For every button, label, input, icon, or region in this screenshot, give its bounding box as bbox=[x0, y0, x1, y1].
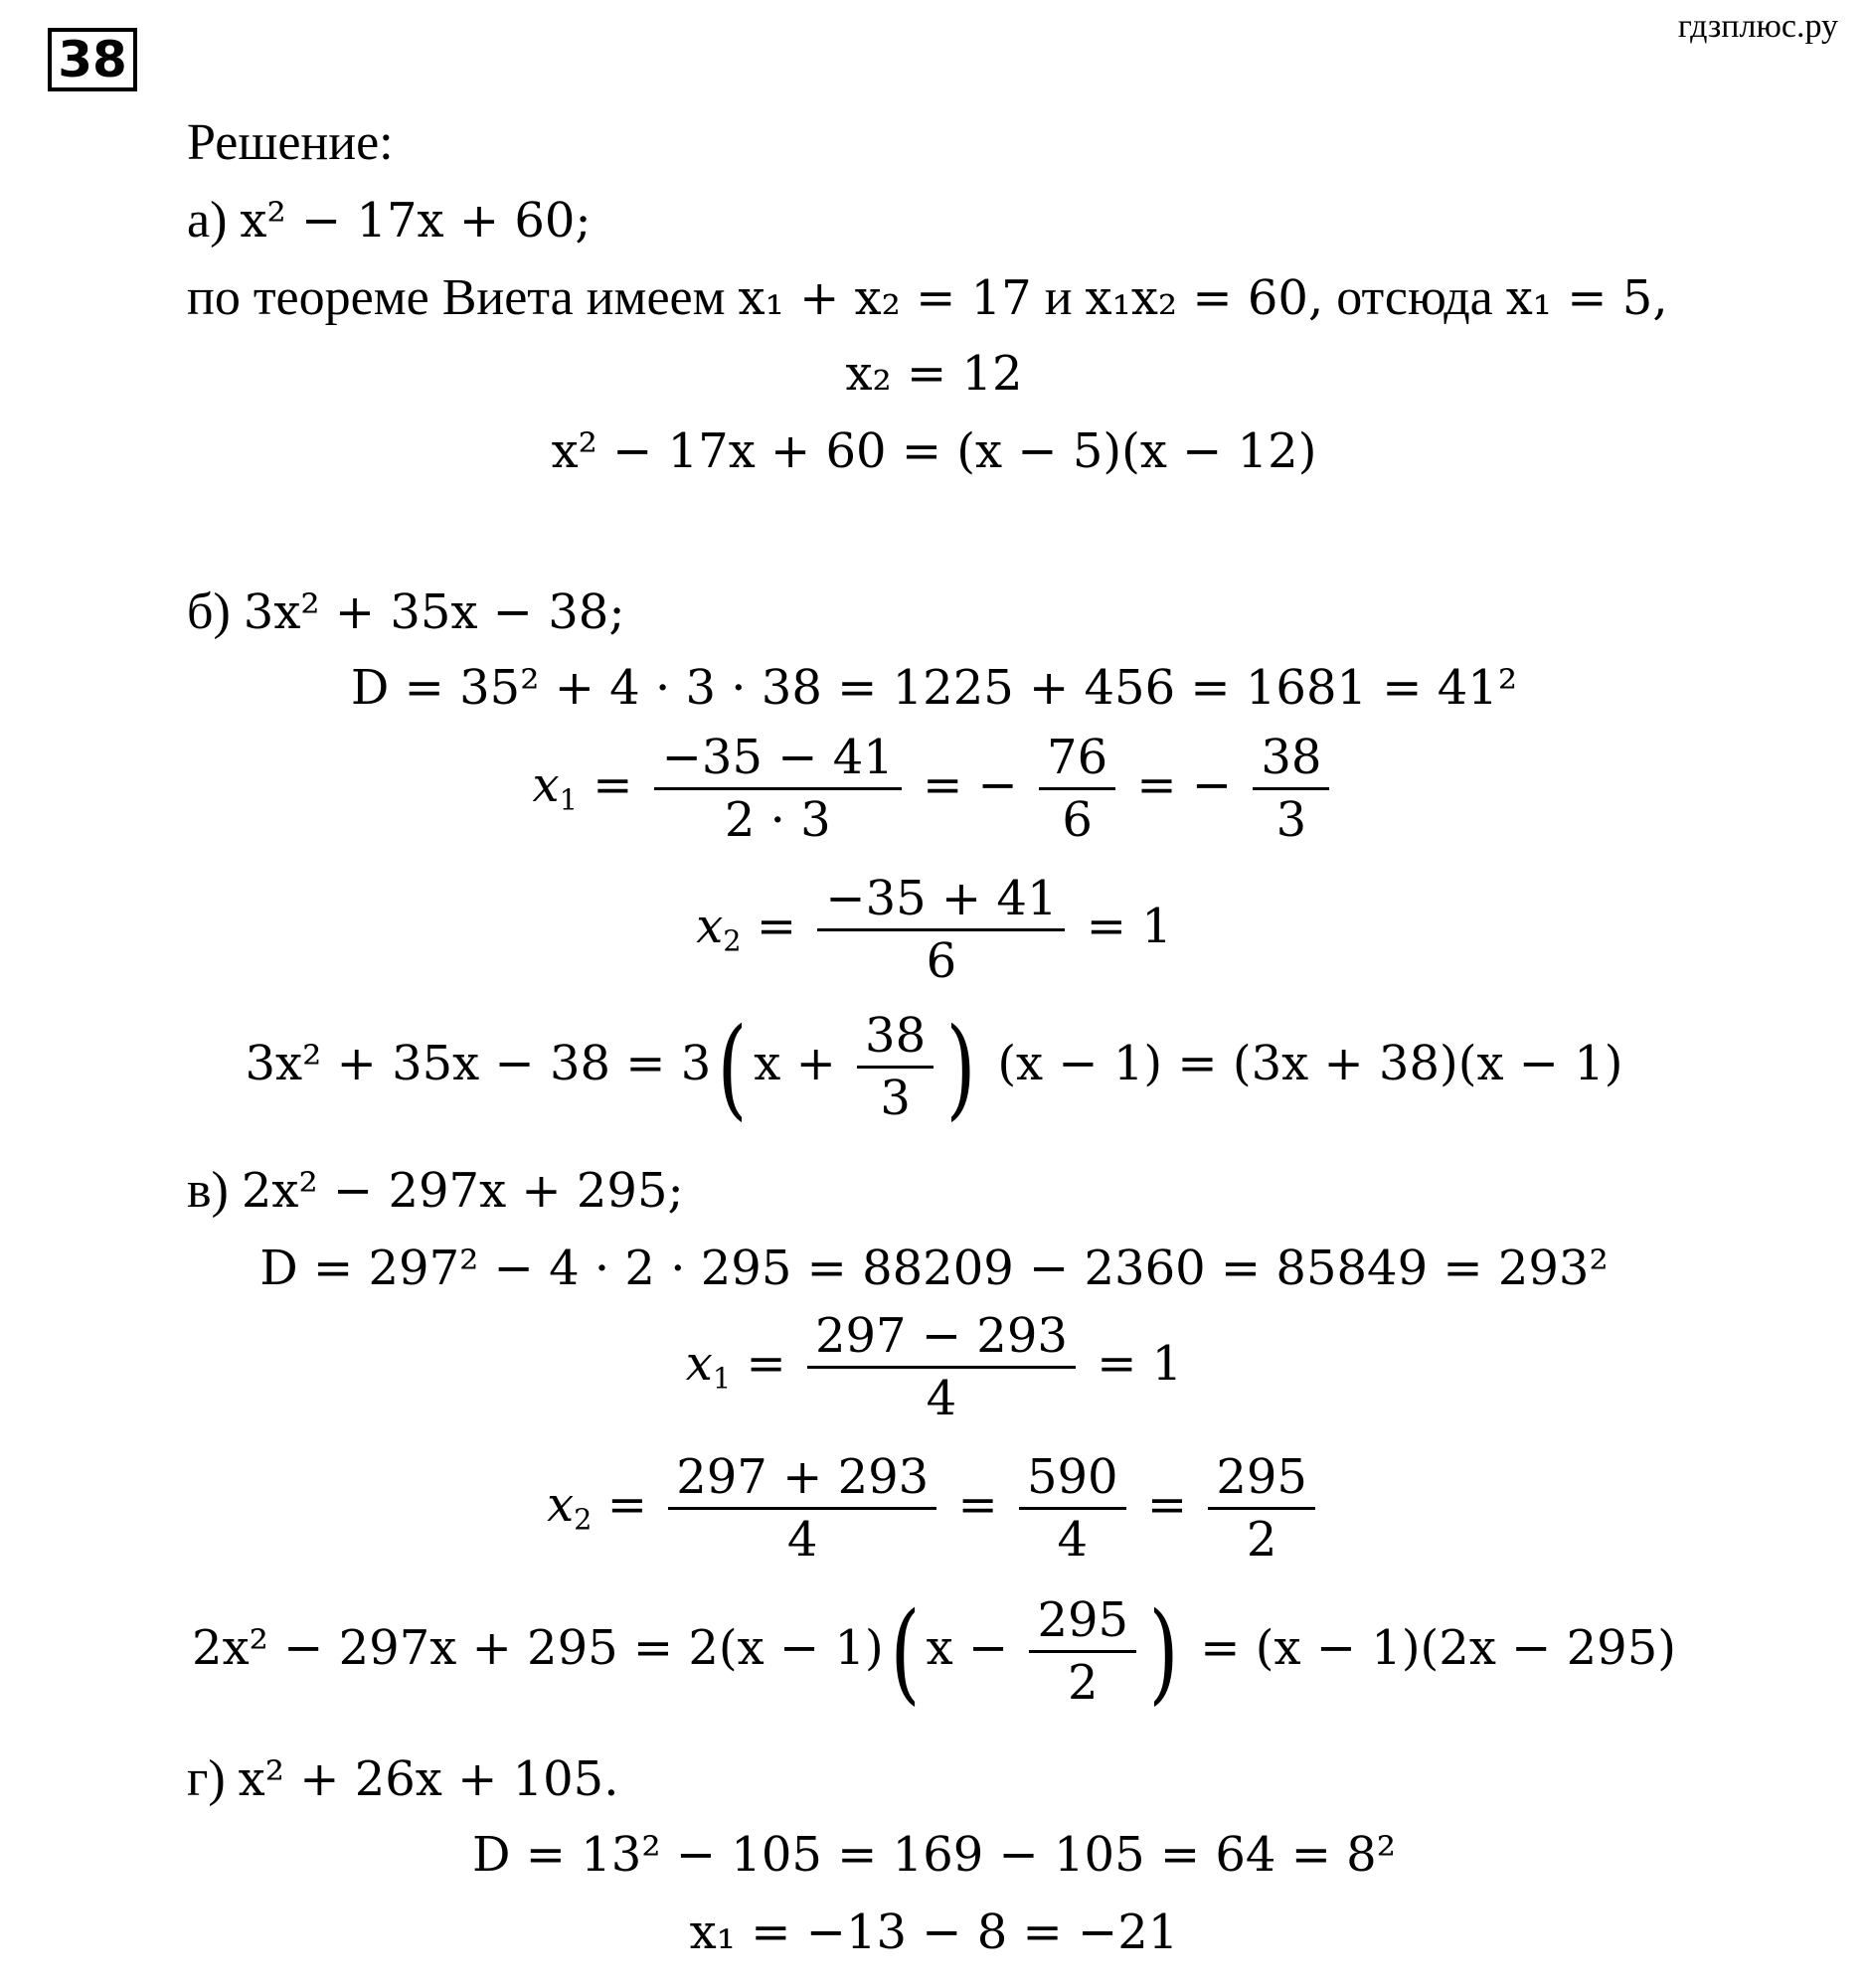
equals-minus: = − bbox=[923, 757, 1018, 813]
part-d-discriminant: D = 13² − 105 = 169 − 105 = 64 = 8² bbox=[472, 1827, 1396, 1883]
part-c-x1-result: = 1 bbox=[1097, 1336, 1183, 1392]
fraction-denominator: 4 bbox=[668, 1507, 936, 1564]
factor-rhs: (x − 1) = (3x + 38)(x − 1) bbox=[997, 1036, 1623, 1091]
factor-lhs: 2x² − 297x + 295 = 2(x − 1) bbox=[192, 1620, 884, 1676]
fraction-denominator: 2 · 3 bbox=[654, 787, 902, 844]
part-b-factor-fraction bbox=[857, 1008, 934, 1126]
fraction-numerator: 297 − 293 bbox=[814, 1308, 1068, 1364]
right-paren: ) bbox=[1148, 1587, 1179, 1716]
site-name: гдзплюс.ру bbox=[1677, 8, 1838, 45]
part-d-header bbox=[187, 1750, 619, 1807]
vieta-eq-3: x₁ = 5, bbox=[1505, 270, 1668, 326]
vieta-eq-1: x₁ + x₂ = 17 bbox=[738, 270, 1032, 326]
part-b-header bbox=[187, 583, 625, 640]
fraction-numerator: −35 + 41 bbox=[825, 871, 1058, 926]
part-a-factor: x² − 17x + 60 = (x − 5)(x − 12) bbox=[551, 423, 1317, 479]
x2-symbol: $x_2$ = bbox=[547, 1477, 647, 1537]
vieta-text-2: отсюда bbox=[1336, 269, 1493, 326]
part-d-label: г) bbox=[187, 1750, 226, 1807]
factor-lhs: 3x² + 35x − 38 = 3 bbox=[245, 1036, 712, 1091]
equals: = bbox=[957, 1477, 998, 1533]
part-a-vieta-line bbox=[187, 269, 1668, 326]
fraction-denominator: 4 bbox=[1019, 1507, 1126, 1564]
part-b-x1-fraction bbox=[654, 730, 902, 848]
part-c-x2-result-fraction bbox=[1208, 1449, 1315, 1568]
factor-inner: x + bbox=[754, 1036, 836, 1091]
part-a-header bbox=[187, 192, 592, 248]
fraction-denominator: 2 bbox=[1029, 1650, 1136, 1707]
fraction-denominator: 4 bbox=[807, 1366, 1076, 1422]
part-b-x1-result-fraction bbox=[1253, 730, 1329, 848]
fraction-numerator: 297 + 293 bbox=[676, 1449, 930, 1505]
solution-title: Решение: bbox=[187, 114, 394, 171]
left-paren: ( bbox=[890, 1587, 921, 1716]
part-b-x2-result: = 1 bbox=[1086, 899, 1172, 954]
fraction-numerator: 38 bbox=[1261, 730, 1322, 785]
fraction-numerator: 76 bbox=[1047, 730, 1108, 785]
left-paren: ( bbox=[717, 1003, 748, 1131]
x1-symbol: $x_1$ = bbox=[532, 757, 633, 817]
part-c-x1-fraction bbox=[807, 1308, 1076, 1426]
x1-symbol: $x_1$ = bbox=[685, 1336, 786, 1396]
part-b-expr: 3x² + 35x − 38; bbox=[243, 584, 625, 640]
part-a-expr: x² − 17x + 60; bbox=[240, 193, 592, 248]
part-c-x2-mid-fraction bbox=[1019, 1449, 1126, 1568]
part-a-label: а) bbox=[187, 192, 228, 248]
vieta-text-1: по теореме Виета имеем bbox=[187, 269, 726, 326]
part-c-discriminant: D = 297² − 4 · 2 · 295 = 88209 − 2360 = 85849 = 293² bbox=[259, 1241, 1609, 1296]
fraction-numerator: 38 bbox=[865, 1008, 927, 1064]
fraction-denominator: 6 bbox=[817, 928, 1065, 985]
right-paren: ) bbox=[945, 1003, 976, 1131]
part-b-x1-mid-fraction bbox=[1039, 730, 1115, 848]
part-c-x1-line bbox=[0, 1308, 1868, 1426]
part-b-factor bbox=[0, 1003, 1868, 1131]
part-a-x2: x₂ = 12 bbox=[845, 346, 1023, 402]
factor-rhs: = (x − 1)(2x − 295) bbox=[1200, 1620, 1676, 1676]
vieta-eq-2: x₁x₂ = 60, bbox=[1085, 270, 1324, 326]
part-b-x2-fraction bbox=[817, 871, 1065, 989]
factor-inner: x − bbox=[926, 1620, 1009, 1676]
part-b-x1-line bbox=[0, 730, 1868, 848]
part-d-expr: x² + 26x + 105. bbox=[238, 1751, 619, 1807]
part-b-discriminant: D = 35² + 4 · 3 · 38 = 1225 + 456 = 1681 = 41² bbox=[350, 660, 1518, 716]
part-b-label: б) bbox=[187, 583, 231, 640]
equals: = bbox=[1146, 1477, 1188, 1533]
fraction-denominator: 3 bbox=[857, 1066, 934, 1122]
part-c-factor bbox=[0, 1587, 1868, 1716]
part-b-x2-line bbox=[0, 871, 1868, 989]
equals-minus: = − bbox=[1136, 757, 1233, 813]
fraction-denominator: 6 bbox=[1039, 787, 1115, 844]
problem-number: 38 bbox=[58, 31, 127, 88]
fraction-numerator: 590 bbox=[1026, 1449, 1118, 1505]
x2-symbol: $x_2$ = bbox=[696, 899, 797, 958]
fraction-numerator: 295 bbox=[1037, 1592, 1129, 1648]
part-c-header bbox=[187, 1162, 684, 1219]
vieta-and: и bbox=[1044, 269, 1073, 326]
fraction-denominator: 2 bbox=[1208, 1507, 1315, 1564]
fraction-numerator: −35 − 41 bbox=[661, 730, 894, 785]
part-c-factor-fraction bbox=[1029, 1592, 1136, 1711]
part-c-x2-line bbox=[0, 1449, 1868, 1568]
part-c-x2-fraction bbox=[668, 1449, 936, 1568]
fraction-denominator: 3 bbox=[1253, 787, 1329, 844]
problem-number-badge bbox=[48, 28, 137, 91]
part-c-label: в) bbox=[187, 1162, 229, 1219]
part-d-x1: x₁ = −13 − 8 = −21 bbox=[689, 1905, 1179, 1960]
fraction-numerator: 295 bbox=[1216, 1449, 1307, 1505]
part-c-expr: 2x² − 297x + 295; bbox=[241, 1163, 684, 1219]
